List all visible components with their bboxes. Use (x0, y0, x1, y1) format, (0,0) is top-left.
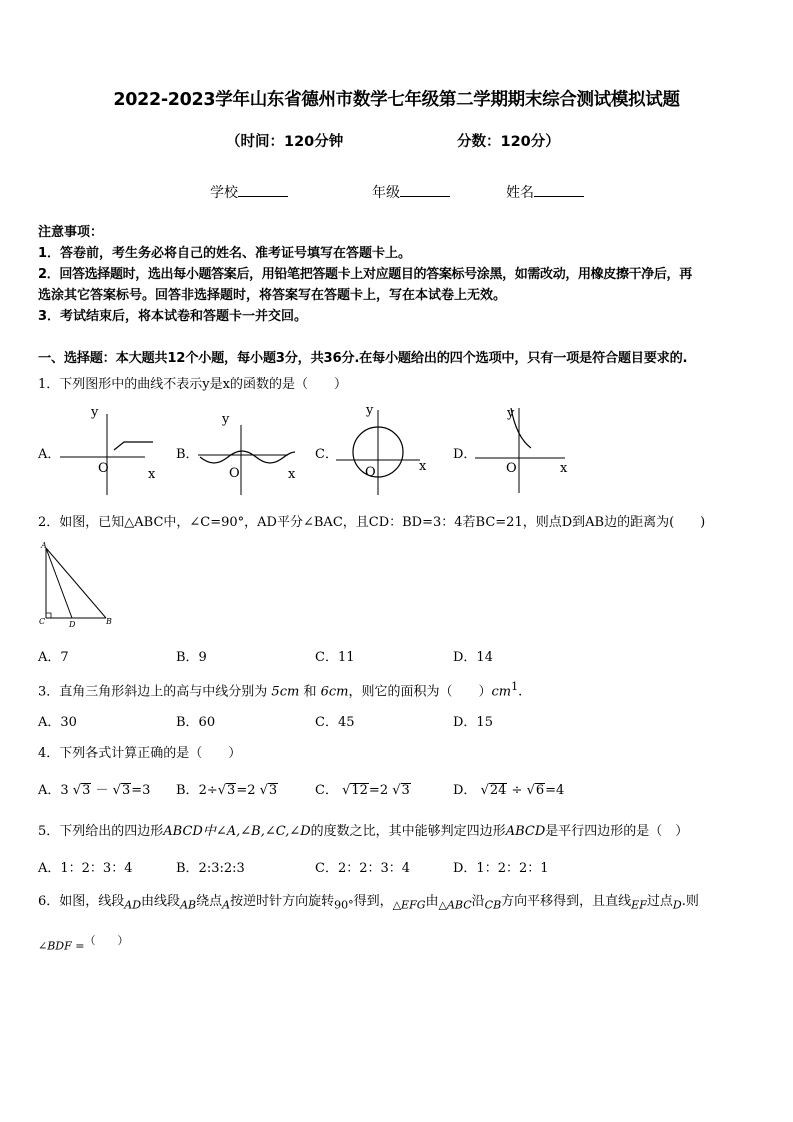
q4c-eq: =2 (368, 783, 389, 798)
q2-option-a[interactable]: A．7 (38, 650, 69, 665)
q4a-coef: 3 (60, 783, 69, 798)
q3-value-2: 6cm (320, 684, 349, 700)
q6-abc: △ABC (438, 898, 472, 912)
notes-line-3: 选涂其它答案标号。回答非选择题时，将答案写在答题卡上，写在本试卷上无效。 (38, 288, 507, 303)
name-field[interactable] (506, 182, 584, 202)
q4b-radicand-2: 3 (268, 783, 278, 798)
q6-deg: 90° (334, 898, 354, 912)
q3-value-1: 5cm (271, 684, 300, 700)
q4a-minus: － (95, 783, 109, 798)
q3-option-d[interactable]: D．15 (453, 715, 493, 730)
q3-unit: cm (491, 684, 512, 700)
q3-stem-a: 3．直角三角形斜边上的高与中线分别为 (38, 684, 268, 700)
q4d-result: =4 (545, 783, 565, 798)
q6-p7: 沿 (471, 894, 485, 909)
q4b-label: B． (176, 783, 199, 798)
q6-stem (38, 890, 699, 912)
q4d-radicand-1: 24 (489, 783, 507, 798)
q4-option-c[interactable]: C． √12=2 √3 (315, 783, 410, 798)
q4c-label: C． (315, 783, 338, 798)
q1a-x-label: x (148, 467, 156, 482)
q3-stem (38, 680, 522, 699)
q6-paren: （ ） (84, 934, 129, 947)
q4a-radicand-2: 3 (121, 783, 131, 798)
grade-field[interactable] (372, 182, 450, 202)
q6-ad: AD (124, 898, 142, 912)
q3-option-c[interactable]: C．45 (315, 715, 355, 730)
q5-option-d[interactable]: D．1：2：2：1 (453, 861, 549, 876)
q1d-origin: O (506, 461, 517, 476)
q6-p2: 由线段 (141, 894, 181, 909)
q6-ef: EF (631, 898, 647, 912)
q2-fig-b: B (106, 617, 112, 626)
q6-efg: △EFG (392, 898, 426, 912)
notes-line-2: 2．回答选择题时，选出每小题答案后，用铅笔把答题卡上对应题目的答案标号涂黑，如需改动，用橡皮擦干净后，再 (38, 267, 692, 282)
q5-abcd-2: ABCD (505, 824, 546, 839)
q4a-result: =3 (131, 783, 151, 798)
q3-end: . (518, 684, 523, 700)
q1-option-b-label[interactable]: B． (176, 447, 199, 462)
grade-blank[interactable] (400, 182, 450, 197)
q4a-label: A． (38, 783, 61, 798)
q6-p8: 方向平移得到，且直线 (501, 894, 632, 909)
q1-graph-b (198, 405, 308, 500)
school-label: 学校 (210, 185, 238, 201)
q6-a: A (222, 898, 231, 912)
q1-option-a-label[interactable]: A． (38, 447, 61, 462)
q5-option-c[interactable]: C．2：2：3：4 (315, 861, 411, 876)
q6-line2 (38, 932, 128, 953)
exam-title: 2022-2023学年山东省德州市数学七年级第二学期期末综合测试模拟试题 (113, 90, 680, 110)
q1c-y-label: y (366, 403, 374, 418)
q1b-origin: O (229, 466, 240, 481)
q3-option-b[interactable]: B．60 (176, 715, 216, 730)
q6-d: D (672, 898, 682, 912)
q1c-origin: O (365, 465, 376, 480)
q6-p4: 按逆时针方向旋转 (230, 894, 335, 909)
q3-and: 和 (303, 684, 317, 700)
q5-stem-a: 5．下列给出的四边形 (38, 824, 164, 839)
q4-option-a[interactable]: A．3 √3 － √3=3 (38, 783, 151, 798)
q2-stem: 2．如图，已知△ABC中，∠C=90°，AD平分∠BAC，且CD：BD=3：4若BC=21，则点D到AB边的距离为( ) (38, 515, 706, 530)
notes-heading: 注意事项： (38, 225, 104, 240)
q1a-origin: O (98, 461, 109, 476)
exam-time: （时间：120分钟 (226, 134, 344, 150)
q1d-y-label: y (507, 406, 515, 421)
q1d-x-label: x (560, 461, 568, 476)
q2-triangle-figure (36, 540, 126, 630)
q4d-div: ÷ (511, 783, 523, 798)
q2-option-d[interactable]: D．14 (453, 650, 493, 665)
school-blank[interactable] (238, 182, 288, 197)
q1-graph-c (330, 400, 440, 500)
q6-p6: 由 (425, 894, 439, 909)
grade-label: 年级 (372, 185, 400, 201)
q2-fig-c: C (39, 617, 46, 626)
q6-p1: 6．如图，线段 (38, 894, 125, 909)
notes-line-4: 3．考试结束后，将本试卷和答题卡一并交回。 (38, 309, 308, 324)
q6-p3: 绕点 (196, 894, 223, 909)
q1a-y-label: y (91, 405, 99, 420)
q6-angle-bdf: ∠BDF = (38, 939, 85, 953)
notes (38, 222, 763, 327)
q4c-radicand-2: 3 (401, 783, 410, 798)
q2-fig-a: A (41, 541, 47, 550)
q1-graph-d (475, 400, 585, 500)
school-field[interactable] (210, 182, 288, 202)
q1-stem: 1．下列图形中的曲线不表示y是x的函数的是（ ） (38, 377, 347, 392)
q5-angles: 中∠A,∠B,∠C,∠D (202, 824, 311, 839)
q5-stem (38, 820, 688, 839)
notes-line-1: 1．答卷前，考生务必将自己的姓名、准考证号填写在答题卡上。 (38, 246, 412, 261)
q3-option-a[interactable]: A．30 (38, 715, 77, 730)
exam-score: 分数：120分） (457, 134, 560, 150)
q6-cb: CB (484, 898, 502, 912)
name-label: 姓名 (506, 185, 534, 201)
q5-stem-c: 是平行四边形的是（ ） (545, 824, 689, 839)
q1-graph-a (60, 400, 170, 500)
q6-p9: 过点 (646, 894, 673, 909)
q1-option-d-label[interactable]: D． (453, 447, 477, 462)
q5-stem-b: 的度数之比，其中能够判定四边形 (310, 824, 506, 839)
q6-ab: AB (180, 898, 197, 912)
q3-stem-b: ，则它的面积为（ ） (348, 684, 492, 700)
q1b-x-label: x (288, 467, 296, 482)
q2-option-c[interactable]: C．11 (315, 650, 355, 665)
q4b-pre: 2÷ (198, 783, 218, 798)
q5-option-b[interactable]: B．2:3:2:3 (176, 861, 245, 876)
q1c-x-label: x (419, 459, 427, 474)
name-blank[interactable] (534, 182, 584, 197)
q5-abcd-1: ABCD (163, 824, 203, 839)
q4-option-d[interactable]: D． √24 ÷ √6=4 (453, 783, 565, 798)
q4-stem: 4．下列各式计算正确的是（ ） (38, 746, 242, 761)
q4-option-b[interactable]: B．2÷√3=2 √3 (176, 783, 278, 798)
q1-option-c-label[interactable]: C． (315, 447, 338, 462)
section-heading: 一、选择题：本大题共12个小题，每小题3分，共36分.在每小题给出的四个选项中，只有一项是符合题目要求的. (38, 351, 688, 366)
q3-unit-sup: 1 (511, 680, 519, 693)
q6-p5: 得到， (353, 894, 393, 909)
q4d-label: D． (453, 783, 477, 798)
q1b-y-label: y (222, 412, 230, 427)
q4b-eq: =2 (236, 783, 256, 798)
q4c-radicand-1: 12 (351, 783, 368, 798)
q4a-radicand-1: 3 (82, 783, 91, 798)
q2-fig-d: D (69, 620, 76, 629)
q4d-radicand-2: 6 (535, 783, 545, 798)
q4b-radicand-1: 3 (227, 783, 236, 798)
q5-option-a[interactable]: A．1：2：3：4 (38, 861, 133, 876)
q2-option-b[interactable]: B．9 (176, 650, 207, 665)
q6-p10: .则 (681, 894, 699, 909)
